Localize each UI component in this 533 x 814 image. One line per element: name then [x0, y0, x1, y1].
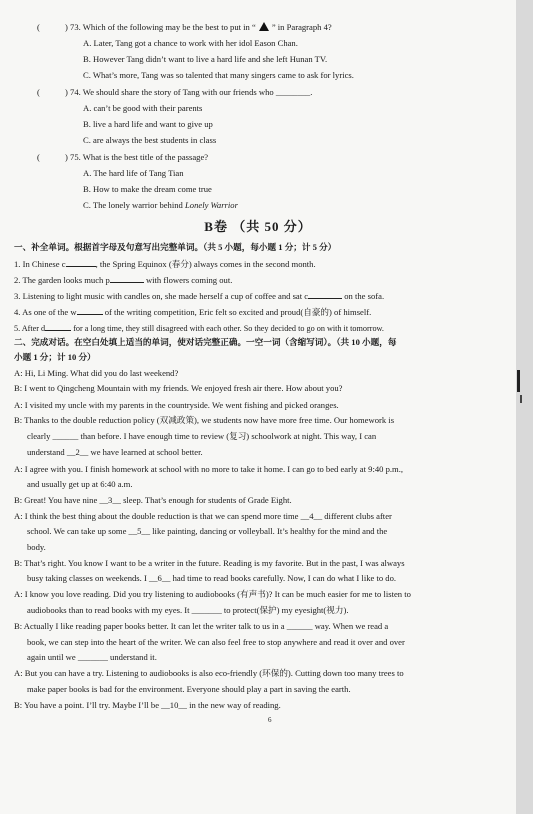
dialogue-line: A: But you can have a try. Listening to audiobooks is also eco-friendly (环保的). Cutting down too many trees to: [14, 668, 404, 678]
answer-bracket: (: [37, 152, 40, 162]
section-title: B卷 （共 50 分）: [204, 219, 312, 234]
fill-item-1: 1. In Chinese c , the Spring Equinox (春分) always comes in the second month.: [14, 259, 316, 269]
dialogue-line: B: That’s right. You know I want to be a writer in the future. Reading is my favorite. But in the past, I was always: [14, 558, 405, 568]
option: C. are always the best students in class: [83, 135, 217, 145]
question-75: ( ) 75. What is the best title of the passage?: [37, 152, 209, 162]
answer-blank[interactable]: [66, 258, 96, 267]
section-1-heading: 一、补全单词。根据首字母及句意写出完整单词。（共 5 小题，每小题 1 分；计 5 分）: [14, 242, 337, 252]
option: B. However Tang didn’t want to live a hard life and she left Hunan TV.: [83, 54, 328, 64]
question-74: ( ) 74. We should share the story of Tang with our friends who ________.: [37, 87, 313, 97]
dialogue-line: B: Thanks to the double reduction policy (双减政策), we students now have more free time. Our homework is: [14, 415, 395, 425]
answer-blank[interactable]: [110, 274, 144, 283]
scan-mark: [520, 395, 522, 403]
dialogue-line: A: I agree with you. I finish homework at school with no more to take it home. I can go to bed early at 9:40 p.m.,: [14, 464, 404, 474]
question-stem: Which of the following may be the best to put in “: [82, 22, 256, 32]
option: B. live a hard life and want to give up: [83, 119, 213, 129]
question-73: ( ) 73. Which of the following may be the best to put in “ ” in Paragraph 4?: [37, 22, 332, 32]
option: A. Later, Tang got a chance to work with her idol Eason Chan.: [83, 38, 298, 48]
dialogue-line: busy taking classes on weekends. I __6__ had time to read books carefully. Now, I can do what I like to do.: [27, 573, 397, 583]
dialogue-line: A: I know you love reading. Did you try listening to audiobooks (有声书)? It can be much easier for me to listen to: [14, 589, 411, 599]
section-2-heading: 二、完成对话。在空白处填上适当的单词，使对话完整正确。一空一词（含缩写词）。（共 10 小题，每: [14, 337, 397, 347]
dialogue-line: make paper books is bad for the environment. Everyone should play a part in saving the earth.: [27, 684, 351, 694]
dialogue-line: B: Great! You have nine __3__ sleep. That’s enough for students of Grade Eight.: [14, 495, 292, 505]
answer-blank[interactable]: [45, 322, 71, 331]
dialogue-line: A: I visited my uncle with my parents in the countryside. We went fishing and picked oranges.: [14, 400, 339, 410]
option: C. What’s more, Tang was so talented that many singers came to ask for lyrics.: [83, 70, 354, 80]
dialogue-line: B: I went to Qingcheng Mountain with my friends. We enjoyed fresh air there. How about you?: [14, 383, 343, 393]
dialogue-line: school. We can take up some __5__ like painting, dancing or volleyball. It’s healthy for the mind and the: [27, 526, 388, 536]
dialogue-line: clearly ______ than before. I have enough time to review (复习) schoolwork at night. This way, I can: [27, 431, 377, 441]
answer-bracket: (: [37, 87, 40, 97]
fill-item-4: 4. As one of the w of the writing competition, Eric felt so excited and proud(自豪的) of himself.: [14, 307, 372, 317]
answer-blank[interactable]: [308, 290, 342, 299]
question-stem: We should share the story of Tang with our friends who ________.: [82, 87, 313, 97]
scan-edge: [516, 0, 533, 814]
question-stem: What is the best title of the passage?: [82, 152, 209, 162]
fill-item-5: 5. After d for a long time, they still disagreed with each other. So they decided to go on with it tomorrow.: [14, 324, 384, 333]
answer-blank[interactable]: [77, 306, 103, 315]
dialogue-line: again until we _______ understand it.: [27, 652, 157, 662]
dialogue-line: understand __2__ we have learned at school better.: [27, 447, 203, 457]
option: B. How to make the dream come true: [83, 184, 212, 194]
option: A. The hard life of Tang Tian: [83, 168, 184, 178]
dialogue-line: body.: [27, 542, 46, 552]
page-number: 6: [268, 716, 272, 724]
fill-item-3: 3. Listening to light music with candles on, she made herself a cup of coffee and sat c on the sofa.: [14, 291, 385, 301]
option: A. can’t be good with their parents: [83, 103, 203, 113]
fill-item-2: 2. The garden looks much p with flowers coming out.: [14, 275, 233, 285]
section-2-heading-cont: 小题 1 分；计 10 分）: [14, 352, 96, 362]
dialogue-line: book, we can step into the heart of the writer. We can also feel free to stop anywhere and read it over and over: [27, 637, 405, 647]
dialogue-line: B: Actually I like reading paper books better. It can let the writer talk to us in a ______ way. When we read a: [14, 621, 389, 631]
option: C. The lonely warrior behind Lonely Warrior: [83, 200, 238, 210]
answer-bracket: (: [37, 22, 40, 32]
dialogue-line: B: You have a point. I’ll try. Maybe I’ll be __10__ in the new way of reading.: [14, 700, 281, 710]
dialogue-line: audiobooks than to read books with my eyes. It _______ to protect(保护) my eyesight(视力).: [27, 605, 349, 615]
triangle-icon: [259, 22, 269, 31]
dialogue-line: A: Hi, Li Ming. What did you do last weekend?: [14, 368, 179, 378]
scan-mark: [517, 370, 520, 392]
dialogue-line: A: I think the best thing about the double reduction is that we can spend more time __4__ different clubs after: [14, 511, 392, 521]
dialogue-line: and usually get up at 6:40 a.m.: [27, 479, 133, 489]
